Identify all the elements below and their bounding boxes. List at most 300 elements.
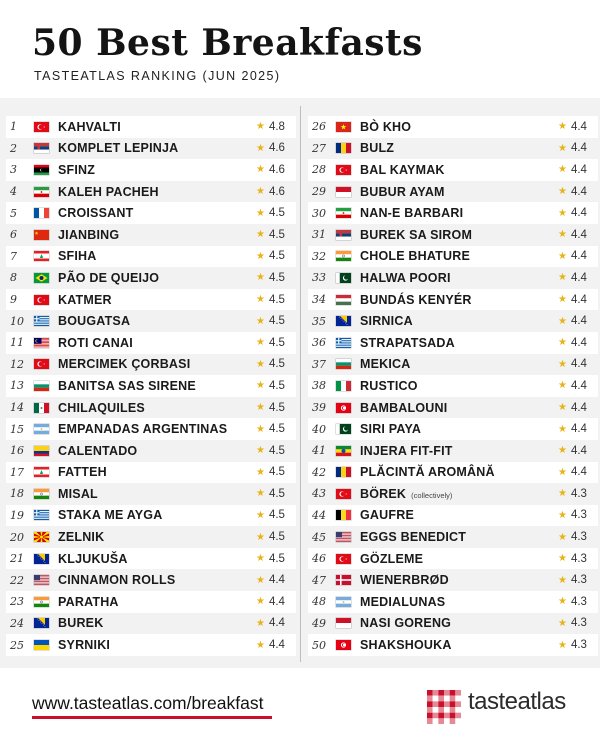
turkey-flag-icon [34, 359, 49, 369]
north-macedonia-flag-icon [34, 532, 49, 542]
rank-number: 2 [10, 141, 17, 155]
dish-name [360, 530, 558, 544]
dish-name [58, 422, 256, 436]
rating-value: 4.4 [570, 444, 587, 457]
iran-flag-icon [336, 208, 351, 218]
dish-label: BÒ KHO [360, 119, 412, 134]
argentina-flag-icon [336, 597, 351, 607]
dish-label: INJERA FIT-FIT [360, 443, 453, 458]
romania-flag-icon [336, 143, 351, 153]
rank-number: 19 [10, 508, 24, 522]
turkey-flag-icon [336, 165, 351, 175]
greece-flag-icon [336, 338, 351, 348]
rating [558, 315, 598, 327]
ranking-row [308, 397, 598, 419]
rating-value: 4.3 [570, 595, 587, 608]
brand-prefix: taste [468, 688, 518, 715]
star-icon: ★ [558, 164, 567, 176]
rating [558, 121, 598, 133]
dish-label: MEDIALUNAS [360, 594, 446, 609]
china-flag-icon [34, 230, 49, 240]
ranking-row [6, 332, 296, 354]
dish-name [360, 336, 558, 350]
rating [256, 164, 296, 176]
mexico-flag-icon [34, 403, 49, 413]
dish-name [360, 444, 558, 458]
rank-number: 27 [312, 141, 326, 155]
rank-number: 49 [312, 616, 326, 630]
star-icon: ★ [256, 402, 265, 414]
dish-name [58, 444, 256, 458]
dish-name [360, 293, 558, 307]
rating-value: 4.5 [268, 509, 285, 522]
rating-value: 4.4 [570, 163, 587, 176]
bosnia-flag-icon [34, 554, 49, 564]
rating [256, 380, 296, 392]
dish-label: WIENERBRØD [360, 573, 449, 588]
rating [256, 337, 296, 349]
rating [256, 466, 296, 478]
ranking-row [308, 548, 598, 570]
star-icon: ★ [558, 553, 567, 565]
star-icon: ★ [256, 207, 265, 219]
bosnia-flag-icon [34, 618, 49, 628]
ranking-row [308, 138, 598, 160]
rating [256, 639, 296, 651]
ranking-row [308, 181, 598, 203]
rating-value: 4.3 [570, 617, 587, 630]
dish-name [58, 228, 256, 242]
rating-value: 4.3 [570, 509, 587, 522]
rating-value: 4.4 [570, 401, 587, 414]
rating-value: 4.8 [268, 120, 285, 133]
rank-number: 35 [312, 314, 326, 328]
star-icon: ★ [256, 423, 265, 435]
rating-value: 4.5 [268, 552, 285, 565]
dish-name [58, 141, 256, 155]
dish-label: ROTI CANAI [58, 335, 133, 350]
star-icon: ★ [558, 617, 567, 629]
rating-value: 4.5 [268, 271, 285, 284]
dish-name [58, 379, 256, 393]
pakistan-flag-icon [336, 273, 351, 283]
ranking-row [308, 375, 598, 397]
dish-name [360, 163, 558, 177]
star-icon: ★ [256, 574, 265, 586]
dish-label: PARATHA [58, 594, 119, 609]
star-icon: ★ [256, 121, 265, 133]
ranking-row [308, 310, 598, 332]
rating [558, 574, 598, 586]
italy-flag-icon [336, 381, 351, 391]
rating-value: 4.4 [268, 595, 285, 608]
ranking-row [6, 246, 296, 268]
serbia-flag-icon [336, 230, 351, 240]
page-subtitle: TASTEATLAS RANKING (JUN 2025) [34, 69, 281, 83]
star-icon: ★ [558, 121, 567, 133]
rating-value: 4.4 [570, 271, 587, 284]
dish-name [360, 314, 558, 328]
rank-number: 3 [10, 163, 17, 177]
ranking-row [6, 116, 296, 138]
dish-label: KOMPLET LEPINJA [58, 141, 179, 156]
star-icon: ★ [256, 337, 265, 349]
india-flag-icon [34, 489, 49, 499]
dish-name [360, 271, 558, 285]
star-icon: ★ [256, 142, 265, 154]
dish-label: CINNAMON ROLLS [58, 573, 176, 588]
star-icon: ★ [558, 294, 567, 306]
ranking-row [6, 375, 296, 397]
star-icon: ★ [558, 445, 567, 457]
ranking-row [6, 505, 296, 527]
rating-value: 4.4 [570, 250, 587, 263]
rating [558, 294, 598, 306]
ranking-row [6, 267, 296, 289]
india-flag-icon [34, 597, 49, 607]
dish-name [58, 616, 256, 630]
lebanon-flag-icon [34, 467, 49, 477]
dish-label: CALENTADO [58, 443, 138, 458]
vietnam-flag-icon [336, 122, 351, 132]
rank-number: 28 [312, 163, 326, 177]
ukraine-flag-icon [34, 640, 49, 650]
rating-value: 4.5 [268, 487, 285, 500]
rank-number: 5 [10, 206, 17, 220]
dish-name [58, 293, 256, 307]
ranking-row [308, 462, 598, 484]
dish-label: BUREK SA SIROM [360, 227, 473, 242]
star-icon: ★ [558, 315, 567, 327]
dish-name [58, 552, 256, 566]
rank-number: 34 [312, 293, 326, 307]
libya-flag-icon [34, 165, 49, 175]
rating [256, 186, 296, 198]
dish-name [58, 573, 256, 587]
star-icon: ★ [256, 553, 265, 565]
rank-number: 46 [312, 552, 326, 566]
rank-number: 32 [312, 249, 326, 263]
star-icon: ★ [558, 596, 567, 608]
rating [558, 164, 598, 176]
rank-number: 4 [10, 185, 17, 199]
rating [558, 553, 598, 565]
dish-name [58, 530, 256, 544]
rating [256, 121, 296, 133]
brazil-flag-icon [34, 273, 49, 283]
dish-name [58, 465, 256, 479]
rating-value: 4.4 [570, 423, 587, 436]
star-icon: ★ [558, 509, 567, 521]
star-icon: ★ [256, 294, 265, 306]
star-icon: ★ [558, 207, 567, 219]
indonesia-flag-icon [336, 187, 351, 197]
ranking-row [308, 159, 598, 181]
rating-value: 4.5 [268, 315, 285, 328]
dish-name [360, 141, 558, 155]
rank-number: 7 [10, 249, 17, 263]
belgium-flag-icon [336, 510, 351, 520]
rank-number: 15 [10, 422, 24, 436]
dish-label: BAL KAYMAK [360, 162, 445, 177]
rating [256, 423, 296, 435]
ranking-row [308, 224, 598, 246]
dish-label: EGGS BENEDICT [360, 530, 467, 545]
rank-number: 31 [312, 228, 326, 242]
colombia-flag-icon [34, 446, 49, 456]
ranking-column-right [308, 116, 598, 656]
ranking-row [6, 354, 296, 376]
rank-number: 41 [312, 444, 326, 458]
dish-label: EMPANADAS ARGENTINAS [58, 422, 228, 437]
ranking-row [6, 440, 296, 462]
dish-name [360, 185, 558, 199]
rating [558, 229, 598, 241]
dish-name [58, 120, 256, 134]
rating-value: 4.4 [268, 639, 285, 652]
dish-name [360, 573, 558, 587]
rating [256, 272, 296, 284]
ranking-row [308, 440, 598, 462]
rank-number: 18 [10, 487, 24, 501]
dish-name [360, 228, 558, 242]
dish-label: SFIHA [58, 249, 97, 264]
india-flag-icon [336, 251, 351, 261]
rating [558, 186, 598, 198]
dish-name [58, 401, 256, 415]
rank-number: 23 [10, 595, 24, 609]
star-icon: ★ [256, 596, 265, 608]
ranking-row [6, 181, 296, 203]
dish-name [360, 249, 558, 263]
rank-number: 9 [10, 293, 17, 307]
ranking-row [308, 483, 598, 505]
rank-number: 50 [312, 638, 326, 652]
usa-flag-icon [336, 532, 351, 542]
rating [558, 531, 598, 543]
dish-label: KALEH PACHEH [58, 184, 159, 199]
dish-name [58, 206, 256, 220]
dish-name [58, 508, 256, 522]
ranking-row [6, 634, 296, 656]
rank-number: 17 [10, 465, 24, 479]
rank-number: 47 [312, 573, 326, 587]
star-icon: ★ [256, 315, 265, 327]
rating-value: 4.4 [570, 336, 587, 349]
rating-value: 4.3 [570, 552, 587, 565]
star-icon: ★ [558, 229, 567, 241]
rating [256, 596, 296, 608]
rank-number: 48 [312, 595, 326, 609]
dish-label: PÃO DE QUEIJO [58, 270, 160, 285]
ranking-row [6, 159, 296, 181]
ranking-row [6, 289, 296, 311]
ranking-row [308, 634, 598, 656]
usa-flag-icon [34, 575, 49, 585]
rating-value: 4.6 [268, 163, 285, 176]
france-flag-icon [34, 208, 49, 218]
turkey-flag-icon [336, 554, 351, 564]
dish-label: KAHVALTI [58, 119, 121, 134]
star-icon: ★ [256, 186, 265, 198]
dish-label: RUSTICO [360, 378, 418, 393]
star-icon: ★ [558, 337, 567, 349]
rank-number: 20 [10, 530, 24, 544]
rating-value: 4.3 [570, 639, 587, 652]
rating [256, 358, 296, 370]
rank-number: 21 [10, 552, 24, 566]
rank-number: 8 [10, 271, 17, 285]
dish-label: MISAL [58, 486, 98, 501]
rating-value: 4.4 [570, 142, 587, 155]
malaysia-flag-icon [34, 338, 49, 348]
dish-name [58, 249, 256, 263]
ranking-row [6, 224, 296, 246]
ethiopia-flag-icon [336, 446, 351, 456]
rating [558, 272, 598, 284]
rank-number: 10 [10, 314, 24, 328]
rating [256, 207, 296, 219]
rank-number: 39 [312, 401, 326, 415]
dish-label: SIRNICA [360, 314, 413, 329]
rating-value: 4.4 [570, 228, 587, 241]
tasteatlas-logo-icon [427, 690, 461, 724]
rank-number: 24 [10, 616, 24, 630]
rating-value: 4.3 [570, 574, 587, 587]
rank-number: 16 [10, 444, 24, 458]
star-icon: ★ [256, 617, 265, 629]
dish-name [360, 595, 558, 609]
star-icon: ★ [558, 423, 567, 435]
denmark-flag-icon [336, 575, 351, 585]
page-title: 50 Best Breakfasts [32, 22, 423, 64]
dish-label: FATTEH [58, 465, 107, 480]
star-icon: ★ [256, 380, 265, 392]
rank-number: 42 [312, 465, 326, 479]
brand-suffix: atlas [517, 688, 566, 715]
ranking-row [6, 613, 296, 635]
ranking-row [308, 613, 598, 635]
website-link[interactable]: www.tasteatlas.com/breakfast [32, 693, 264, 713]
ranking-row [6, 397, 296, 419]
rating [558, 596, 598, 608]
rating-value: 4.4 [268, 574, 285, 587]
star-icon: ★ [256, 531, 265, 543]
dish-label: KLJUKUŠA [58, 551, 128, 566]
ranking-row [6, 548, 296, 570]
rating-value: 4.5 [268, 531, 285, 544]
dish-name [58, 357, 256, 371]
star-icon: ★ [256, 358, 265, 370]
rating-value: 4.5 [268, 444, 285, 457]
rating [558, 423, 598, 435]
rating [256, 294, 296, 306]
star-icon: ★ [558, 466, 567, 478]
star-icon: ★ [256, 250, 265, 262]
dish-label: SIRI PAYA [360, 422, 422, 437]
dish-name [58, 336, 256, 350]
rank-number: 22 [10, 573, 24, 587]
dish-name [58, 185, 256, 199]
star-icon: ★ [558, 358, 567, 370]
rating-value: 4.5 [268, 379, 285, 392]
rating-value: 4.4 [570, 466, 587, 479]
ranking-table [0, 98, 600, 668]
ranking-row [6, 591, 296, 613]
ranking-row [308, 116, 598, 138]
rating-value: 4.6 [268, 185, 285, 198]
ranking-row [6, 418, 296, 440]
rating [558, 337, 598, 349]
rating-value: 4.5 [268, 207, 285, 220]
star-icon: ★ [256, 488, 265, 500]
ranking-row [308, 202, 598, 224]
dish-name [360, 120, 558, 134]
rating [256, 445, 296, 457]
dish-label: SFINZ [58, 162, 96, 177]
dish-name [360, 487, 558, 501]
rating-value: 4.5 [268, 423, 285, 436]
star-icon: ★ [256, 164, 265, 176]
rating-value: 4.5 [268, 466, 285, 479]
rating-value: 4.4 [570, 207, 587, 220]
rating-value: 4.5 [268, 250, 285, 263]
dish-label: STAKA ME AYGA [58, 508, 163, 523]
rating-value: 4.3 [570, 531, 587, 544]
dish-label: JIANBING [58, 227, 120, 242]
dish-label: CROISSANT [58, 206, 134, 221]
star-icon: ★ [558, 142, 567, 154]
star-icon: ★ [256, 639, 265, 651]
dish-name [360, 206, 558, 220]
brand-wordmark [468, 688, 566, 716]
star-icon: ★ [558, 380, 567, 392]
rating-value: 4.4 [268, 617, 285, 630]
indonesia-flag-icon [336, 618, 351, 628]
dish-label: ZELNIK [58, 530, 105, 545]
dish-label: GAUFRE [360, 508, 414, 523]
rank-number: 29 [312, 185, 326, 199]
rating [558, 142, 598, 154]
dish-name [58, 163, 256, 177]
rating [256, 488, 296, 500]
ranking-row [308, 526, 598, 548]
dish-label: HALWA POORI [360, 270, 451, 285]
rating-value: 4.5 [268, 336, 285, 349]
dish-label: NAN-E BARBARI [360, 206, 464, 221]
dish-label: SHAKSHOUKA [360, 638, 452, 653]
star-icon: ★ [558, 272, 567, 284]
rank-number: 40 [312, 422, 326, 436]
dish-name [360, 357, 558, 371]
dish-note: (collectively) [411, 490, 453, 500]
serbia-flag-icon [34, 143, 49, 153]
pakistan-flag-icon [336, 424, 351, 434]
column-divider [300, 106, 301, 662]
bulgaria-flag-icon [34, 381, 49, 391]
turkey-flag-icon [34, 295, 49, 305]
dish-name [360, 552, 558, 566]
rating-value: 4.4 [570, 185, 587, 198]
rating [558, 358, 598, 370]
star-icon: ★ [256, 466, 265, 478]
rank-number: 44 [312, 508, 326, 522]
dish-name [58, 314, 256, 328]
rating [256, 531, 296, 543]
romania-flag-icon [336, 467, 351, 477]
rank-number: 25 [10, 638, 24, 652]
bulgaria-flag-icon [336, 359, 351, 369]
